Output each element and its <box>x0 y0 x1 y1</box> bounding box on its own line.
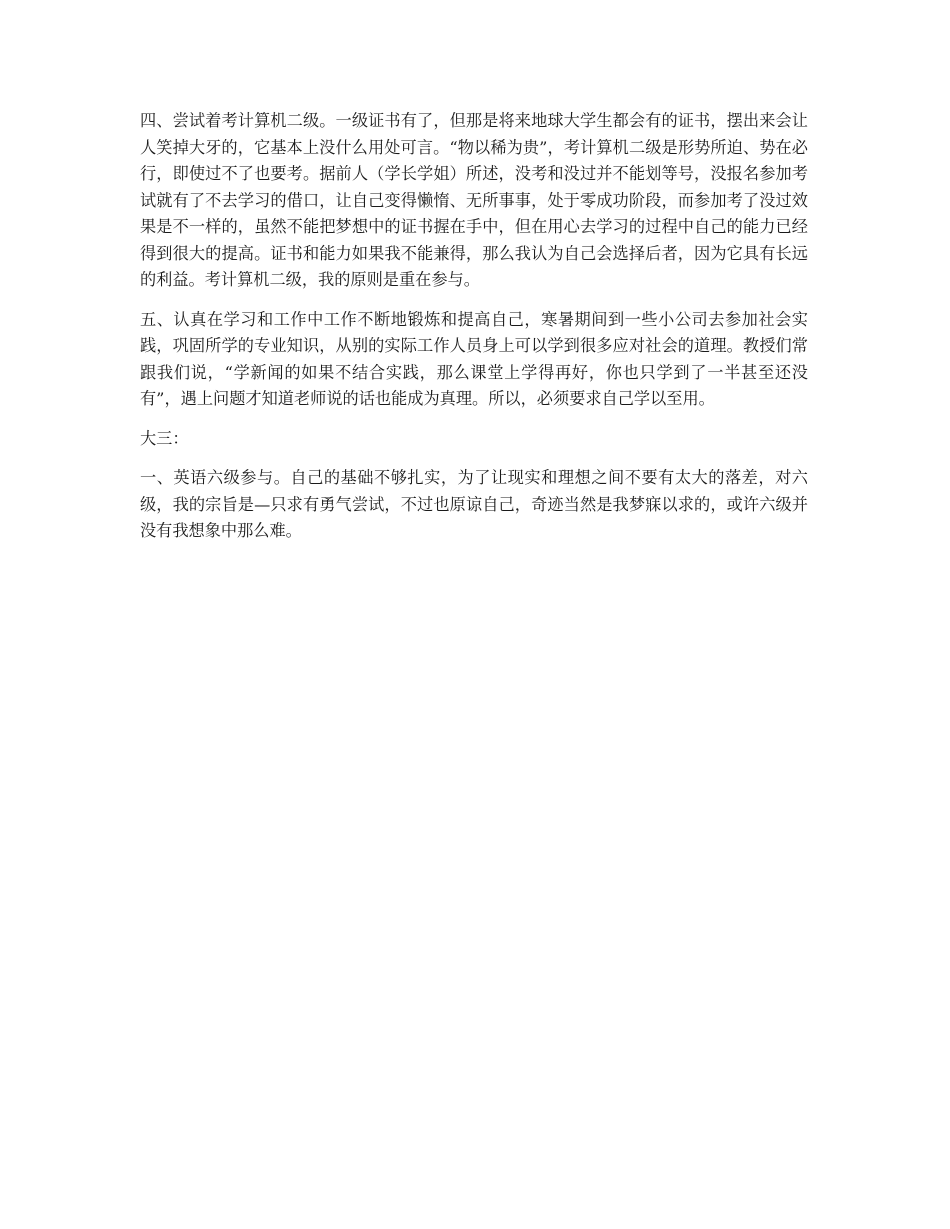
paragraph-item-5-practice: 五、认真在学习和工作中工作不断地锻炼和提高自己，寒暑期间到一些小公司去参加社会实践，巩固所学的专业知识，从别的实际工作人员身上可以学到很多应对社会的道理。教授们常跟我们说，“学新闻的如果不结合实践，那么课堂上学得再好，你也只学到了一半甚至还没有”，遇上问题才知道老师说的话也能成为真理。所以，必须要求自己学以至用。 <box>140 309 808 408</box>
paragraph-item-4-computer-exam: 四、尝试着考计算机二级。一级证书有了，但那是将来地球大学生都会有的证书，摆出来会让人笑掉大牙的，它基本上没什么用处可言。“物以稀为贵”，考计算机二级是形势所迫、势在必行，即使过不了也要考。据前人（学长学姐）所述，没考和没过并不能划等号，没报名参加考试就有了不去学习的借口，让自己变得懒惰、无所事事，处于零成功阶段，而参加考了没过效果是不一样的，虽然不能把梦想中的证书握在手中，但在用心去学习的过程中自己的能力已经得到很大的提高。证书和能力如果我不能兼得，那么我认为自己会选择后者，因为它具有长远的利益。考计算机二级，我的原则是重在参与。 <box>140 111 808 289</box>
document-page <box>140 108 808 558</box>
paragraph-item-1-cet6: 一、英语六级参与。自己的基础不够扎实，为了让现实和理想之间不要有太大的落差，对六级，我的宗旨是—只求有勇气尝试，不过也原谅自己，奇迹当然是我梦寐以求的，或许六级并没有我想象中那么难。 <box>140 468 808 540</box>
section-heading-junior-year: 大三： <box>140 428 189 448</box>
